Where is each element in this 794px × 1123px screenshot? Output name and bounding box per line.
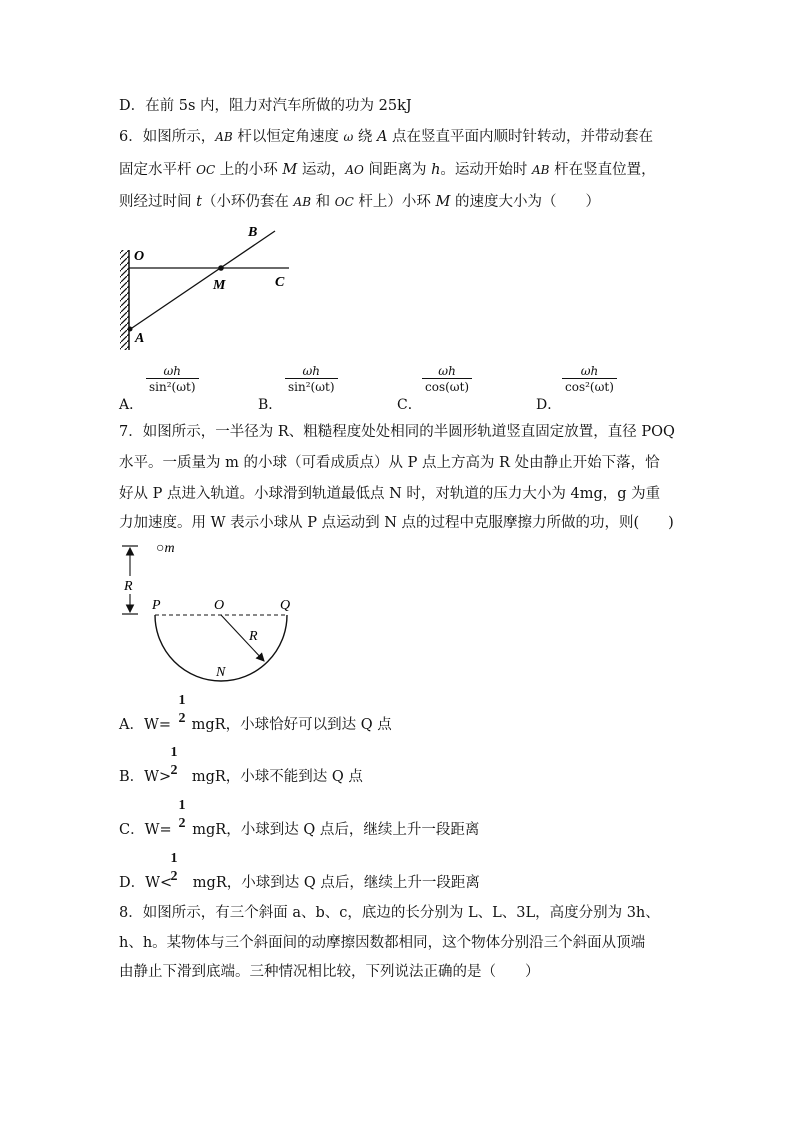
q7-option-c <box>119 820 479 840</box>
q7-option-d <box>119 873 480 893</box>
frac-denominator: cos²(ωt) <box>565 380 614 394</box>
q6-symbol: ω <box>343 130 354 144</box>
q6-symbol: AO <box>345 163 364 177</box>
frac-numerator: ωh <box>302 364 321 378</box>
q6-text: 的速度大小为（ ） <box>450 194 600 210</box>
q6-symbol: h <box>431 162 441 178</box>
q6-option-d-letter: D． <box>536 397 562 413</box>
half-denominator: 2 <box>178 711 186 726</box>
wall-hatch <box>120 250 129 350</box>
option-prefix: A．W= <box>119 717 172 733</box>
q6-text: 点在竖直平面内顺时针转动，并带动套在 <box>387 129 654 145</box>
q8-line-2: h、h。某物体与三个斜面间的动摩擦因数都相同，这个物体分别沿三个斜面从顶端 <box>119 935 646 951</box>
frac-denominator: sin²(ωt) <box>149 380 196 394</box>
q6-symbol: AB <box>293 195 312 209</box>
label-radius-r: R <box>249 629 258 644</box>
q6-text: 。运动开始时 <box>440 162 533 178</box>
q6-line-2 <box>119 160 656 180</box>
q6-option-d-fraction <box>562 364 617 394</box>
option-text: mgR，小球到达 Q 点后，继续上升一段距离 <box>187 822 480 838</box>
half-numerator: 1 <box>170 851 178 866</box>
q6-option-b-letter: B． <box>258 397 283 413</box>
option-text: mgR，小球到达 Q 点后，继续上升一段距离 <box>188 875 480 891</box>
q6-option-c-fraction <box>422 364 472 394</box>
q6-text: 和 <box>311 194 335 210</box>
q6-option-a-fraction <box>146 364 199 394</box>
q6-line-3 <box>119 192 600 212</box>
option-prefix: D．W< <box>119 875 173 891</box>
q6-text: 杆在竖直位置， <box>549 162 656 178</box>
half-numerator: 1 <box>178 693 186 708</box>
frac-numerator: ωh <box>163 364 182 378</box>
q6-text: 杆上）小环 <box>353 194 436 210</box>
q6-symbol: M <box>282 162 298 178</box>
label-m: M <box>213 278 226 293</box>
half-denominator: 2 <box>178 816 186 831</box>
frac-numerator: ωh <box>580 364 599 378</box>
half-denominator: 2 <box>170 763 178 778</box>
q8-line-3: 由静止下滑到底端。三种情况相比较，下列说法正确的是（ ） <box>119 964 540 980</box>
half-numerator: 1 <box>170 745 178 760</box>
q6-option-b-fraction <box>285 364 338 394</box>
frac-numerator: ωh <box>438 364 456 378</box>
q7-line-3: 好从 P 点进入轨道。小球滑到轨道最低点 N 时，对轨道的压力大小为 4mg，g 为重 <box>119 486 661 502</box>
q6-symbol: AB <box>532 163 550 177</box>
option-prefix: C．W= <box>119 822 172 838</box>
frac-denominator: cos(ωt) <box>425 380 470 394</box>
q6-option-c-letter: C． <box>397 397 422 413</box>
q6-option-a-letter: A． <box>119 397 144 413</box>
q6-diagram <box>115 222 305 357</box>
rod-ab <box>129 231 275 330</box>
q6-symbol: AB <box>215 130 233 144</box>
q7-line-1: 7．如图所示，一半径为 R、粗糙程度处处相同的半圆形轨道竖直固定放置，直径 POQ <box>119 424 675 440</box>
pivot-a <box>128 327 133 332</box>
q6-text: 6．如图所示， <box>119 129 216 145</box>
label-c: C <box>275 275 285 290</box>
q6-symbol: M <box>435 194 451 210</box>
q7-line-2: 水平。一质量为 m 的小球（可看成质点）从 P 点上方高为 R 处由静止开始下落，恰 <box>119 455 660 471</box>
label-a: A <box>135 331 145 346</box>
frac-denominator: sin²(ωt) <box>288 380 335 394</box>
q6-symbol: t <box>196 194 202 210</box>
q6-symbol: OC <box>196 163 216 177</box>
label-b: B <box>248 225 258 240</box>
q7-option-a <box>119 715 392 735</box>
half-numerator: 1 <box>178 798 186 813</box>
label-o: O <box>134 249 145 264</box>
q6-text: 固定水平杆 <box>119 162 197 178</box>
q6-text: 上的小环 <box>215 162 283 178</box>
q6-text: 间距离为 <box>363 162 432 178</box>
label-n: N <box>216 665 226 680</box>
q6-text: 运动， <box>297 162 346 178</box>
option-prefix: B．W> <box>119 769 172 785</box>
option-text: mgR，小球不能到达 Q 点 <box>187 769 363 785</box>
half-denominator: 2 <box>170 869 178 884</box>
label-q: Q <box>280 598 291 613</box>
label-height-r: R <box>124 579 133 594</box>
q6-text: 则经过时间 <box>119 194 197 210</box>
q7-option-b <box>119 767 363 787</box>
q6-text: （小环仍套在 <box>201 194 294 210</box>
ring-m <box>218 265 224 271</box>
label-p: P <box>152 598 161 613</box>
q6-symbol: A <box>376 129 388 145</box>
q7-line-4: 力加速度。用 W 表示小球从 P 点运动到 N 点的过程中克服摩擦力所做的功，则( ) <box>119 515 674 531</box>
q6-symbol: OC <box>334 195 354 209</box>
q6-text: 杆以恒定角速度 <box>232 129 344 145</box>
label-o: O <box>214 598 225 613</box>
label-ball-m: ○m <box>156 541 175 556</box>
option-text: mgR，小球恰好可以到达 Q 点 <box>187 717 392 733</box>
q7-diagram <box>118 536 308 686</box>
q8-line-1: 8．如图所示，有三个斜面 a、b、c，底边的长分别为 L、L、3L，高度分别为 3h、 <box>119 905 660 921</box>
q6-text: 绕 <box>353 129 377 145</box>
q6-line-1 <box>119 127 653 147</box>
previous-option-d: D．在前 5s 内，阻力对汽车所做的功为 25kJ <box>119 98 412 114</box>
